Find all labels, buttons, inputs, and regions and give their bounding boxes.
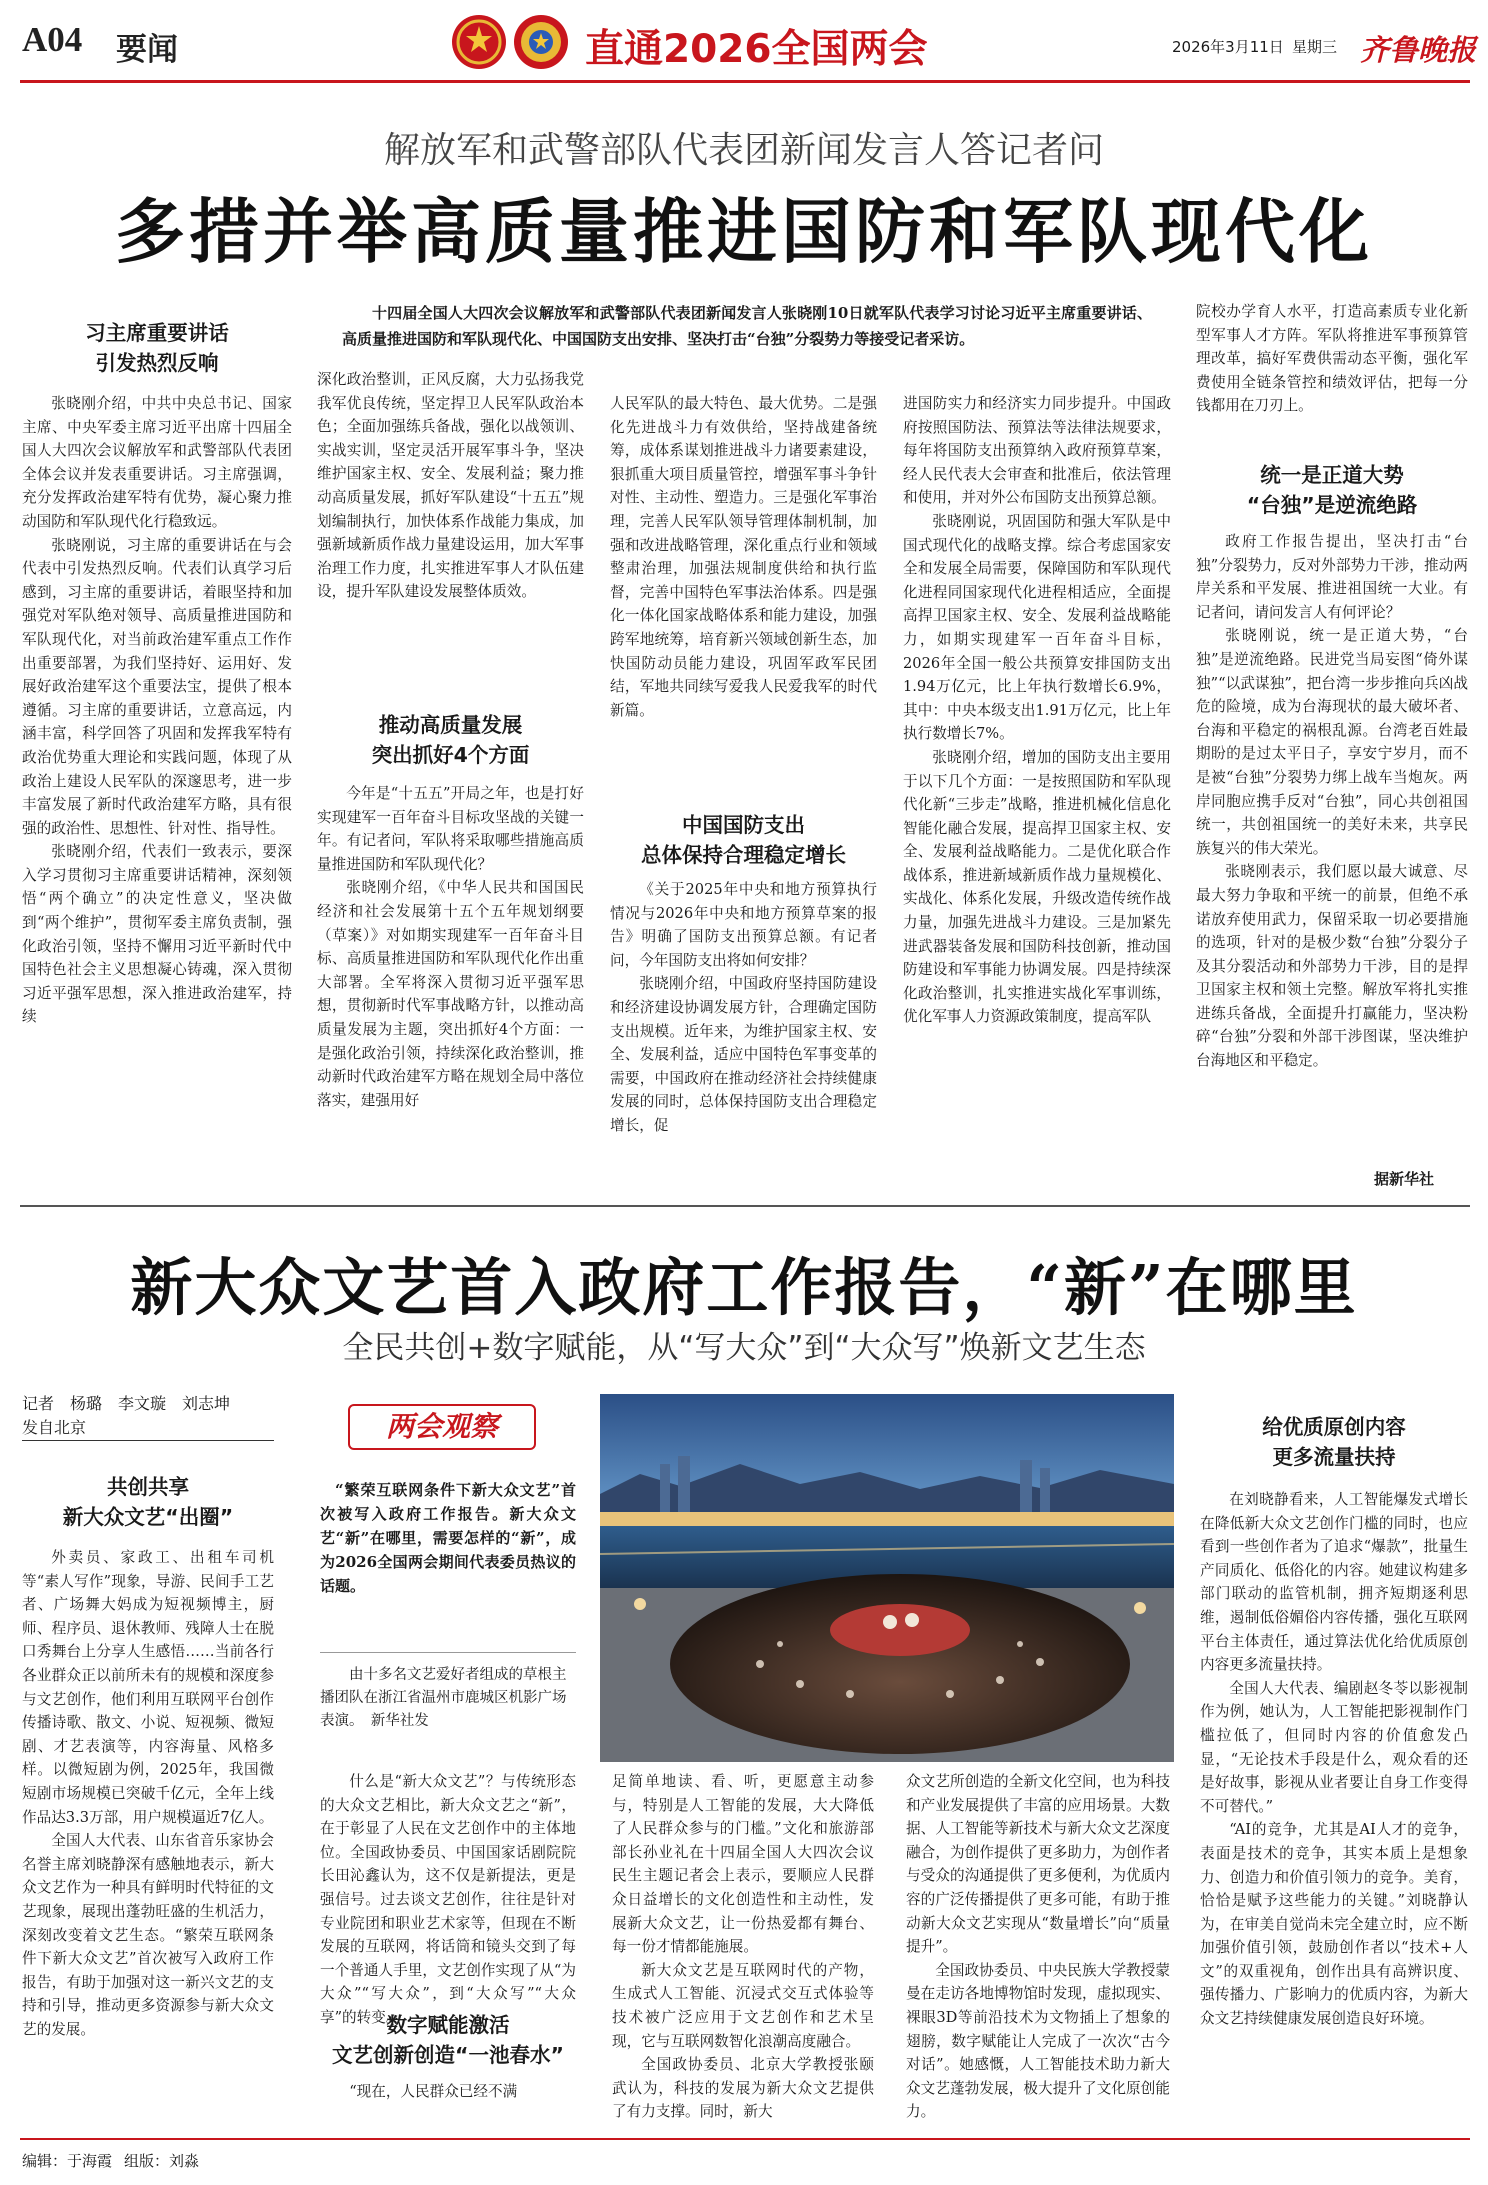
- story2-col3: [612, 1770, 874, 2128]
- paragraph: 深化政治整训，正风反腐，大力弘扬我党我军优良传统，坚定捍卫人民军队政治本色；全面加强练兵备战，强化以战领训、实战实训，坚定灵活开展军事斗争，坚决维护国家主权、安全、发展利益；聚力推动高质量发展，抓好军队建设“十五五”规划编制执行，加快体系作战能力集成，加强新域新质作战力量建设运用，加大军事治理工作力度，扎实推进军事人才队伍建设，提升军队建设发展整体质效。: [317, 371, 584, 601]
- story2-intro: “繁荣互联网条件下新大众文艺”首次被写入政府工作报告。新大众文艺“新”在哪里，需要怎样的“新”，成为2026全国两会期间代表委员热议的话题。: [320, 1481, 576, 1595]
- intro-rule: [320, 1652, 576, 1653]
- paragraph: 张晓刚介绍，《中华人民共和国国民经济和社会发展第十五个五年规划纲要（草案）》对如期实现建军一百年奋斗目标、高质量推进国防和军队现代化作出重大部署。全军将深入贯彻习近平强军思想，贯彻新时代军事战略方针，以推动高质量发展为主题，突出抓好4个方面：一是强化政治引领，持续深化政治整训，推动新时代政治建军方略在规划全局中落位落实，建强用好: [317, 879, 584, 1109]
- paragraph: 进国防实力和经济实力同步提升。中国政府按照国防法、预算法等法律法规要求，每年将国防支出预算纳入政府预算草案，经人民代表大会审查和批准后，依法管理和使用，并对外公布国防支出预算总额。: [903, 395, 1171, 507]
- section-label: 要闻: [116, 32, 178, 68]
- national-emblem-icon: [450, 13, 508, 71]
- masthead: [0, 0, 1488, 86]
- paragraph: 今年是“十五五”开局之年，也是打好实现建军一百年奋斗目标攻坚战的关键一年。有记者问，军队将采取哪些措施高质量推进国防和军队现代化？: [317, 785, 584, 873]
- story2-headline: 新大众文艺首入政府工作报告，“新”在哪里: [130, 1251, 1358, 1324]
- paragraph: 张晓刚介绍，增加的国防支出主要用于以下几个方面：一是按照国防和军队现代化新“三步走”战略，推进机械化信息化智能化融合发展，提高捍卫国家主权、安全、发展利益战略能力。二是优化联合作战体系，推进新域新质作战力量规模化、实战化、体系化发展，升级改造传统作战力量，加强先进战斗力建设。三是加紧先进武器装备发展和国防科技创新，推动国防建设和军事能力协调发展。四是持续深化政治整训，扎实推进实战化军事训练，优化军事人力资源政策制度，提高军队: [903, 748, 1171, 1026]
- story1-col2: [317, 368, 584, 696]
- story2-col2b: [320, 2080, 576, 2128]
- story2-sub2: [320, 2010, 576, 2070]
- byline-reporters: 记者 杨璐 李文璇 刘志坤: [22, 1394, 231, 1413]
- photo-caption: 由十多名文艺爱好者组成的草根主播团队在浙江省温州市鹿城区机影广场表演。 新华社发: [320, 1667, 567, 1729]
- paragraph: “现在，人民群众已经不满: [349, 2083, 518, 2100]
- story1-sub2: [317, 710, 584, 770]
- story1-sub3-line1: 中国国防支出: [682, 813, 805, 837]
- byline-dateline: 发自北京: [22, 1416, 274, 1441]
- footer-layout: 组版：刘淼: [124, 2152, 200, 2170]
- story2-sub3-line2: 更多流量扶持: [1272, 1445, 1396, 1469]
- paragraph: 张晓刚介绍，代表们一致表示，要深入学习贯彻习主席重要讲话精神，深刻领悟“两个确立”的决定性意义，坚决做到“两个维护”，贯彻军委主席负责制，强化政治引领，坚持不懈用习近平新时代中国特色社会主义思想凝心铸魂，深入贯彻习近平强军思想，深入推进政治建军，持续: [22, 843, 292, 1026]
- story1-sub4-line1: 统一是正道大势: [1260, 463, 1404, 487]
- paper-logo: 齐鲁晚报: [1360, 33, 1477, 67]
- paragraph: 张晓刚说，巩固国防和强大军队是中国式现代化的战略支撑。综合考虑国家安全和发展全局需要，保障国防和军队现代化进程同国家现代化进程相适应，全面提高捍卫国家主权、安全、发展利益战略能力，如期实现建军一百年奋斗目标，2026年全国一般公共预算安排国防支出1.94万亿元，比上年执行数增长6.9%，其中：中央本级支出1.91万亿元，比上年执行数增长7%。: [903, 512, 1171, 743]
- paragraph: 张晓刚介绍，中共中央总书记、国家主席、中央军委主席习近平出席十四届全国人大四次会议解放军和武警部队代表团全体会议并发表重要讲话。习主席强调，充分发挥政治建军特有优势，凝心聚力推动国防和军队现代化行稳致远。: [22, 395, 292, 530]
- story2-col5: [1200, 1488, 1468, 2128]
- concert-photo: [600, 1394, 1174, 1762]
- story1-sub3: [610, 810, 877, 870]
- paragraph: 在刘晓静看来，人工智能爆发式增长在降低新大众文艺创作门槛的同时，也应看到一些创作者为了追求“爆款”，批量生产同质化、低俗化的内容。她建议构建多部门联动的监管机制，拥齐短期逐利思维，遏制低俗媚俗内容传播，强化互联网平台主体责任，通过算法优化给优质原创内容更多流量扶持。: [1200, 1491, 1468, 1674]
- story2-sub1: [22, 1472, 274, 1532]
- paragraph: 政府工作报告提出，坚决打击“台独”分裂势力，反对外部势力干涉，推动两岸关系和平发展、推进祖国统一大业。有记者问，请问发言人有何评论？: [1196, 533, 1468, 621]
- story1-sub1: [22, 318, 292, 378]
- paragraph: 众文艺所创造的全新文化空间，也为科技和产业发展提供了丰富的应用场景。大数据、人工智能等新技术与新大众文艺深度融合，为创作提供了更多助力，为创作者与受众的沟通提供了更多便利，为优质内容的广泛传播提供了更多可能，有助于推动新大众文艺实现从“数量增长”向“质量提升”。: [906, 1773, 1170, 1956]
- story1-sub2-line1: 推动高质量发展: [378, 713, 523, 737]
- paragraph: 《关于2025年中央和地方预算执行情况与2026年中央和地方预算草案的报告》明确了国防支出预算总额。有记者问，今年国防支出将如何安排？: [610, 881, 877, 969]
- story2-col4: [906, 1770, 1170, 2128]
- paragraph: “AI的竞争，尤其是AI人才的竞争，表面是技术的竞争，其实本质上是想象力、创造力和价值引领力的竞争。美育，恰恰是赋予这些能力的关键。”刘晓静认为，在审美自觉尚未完全建立时，应不断加强价值引领，鼓励创作者以“技术+人文”的双重视角，创作出具有高辨识度、强传播力、广影响力的优质内容，为新大众文艺持续健康发展创造良好环境。: [1200, 1821, 1468, 2028]
- story2-sub2-line1: 数字赋能激活: [386, 2013, 510, 2037]
- page-number: A04: [22, 20, 83, 59]
- story1-col3: [610, 392, 877, 796]
- story1-col1: [22, 392, 292, 1192]
- story1-sub4: [1196, 460, 1468, 520]
- cppcc-emblem-icon: [512, 13, 570, 71]
- banner-title: 直通2026全国两会: [585, 27, 928, 72]
- lianghui-badge: [348, 1404, 536, 1450]
- story2-sub3: [1200, 1412, 1468, 1472]
- masthead-rule: [20, 80, 1470, 83]
- story2-sub1-line1: 共创共享: [107, 1475, 189, 1499]
- story2-sub3-line1: 给优质原创内容: [1262, 1415, 1406, 1439]
- story1-headline: 多措并举高质量推进国防和军队现代化: [115, 190, 1373, 273]
- story2-byline: [22, 1392, 274, 1441]
- paragraph: 张晓刚说，习主席的重要讲话在与会代表中引发热烈反响。代表们认真学习后感到，习主席的重要讲话，着眼坚持和加强党对军队绝对领导、高质量推进国防和军队现代化，对当前政治建军重点工作作出重要部署，为我们坚持好、运用好、发展好政治建军这个重要法宝，提供了根本遵循。习主席的重要讲话，立意高远，内涵丰富，科学回答了巩固和发挥我军特有政治优势重大理论和实践问题，体现了从政治上建设人民军队的深邃思考，进一步丰富发展了新时代政治建军方略，具有很强的政治性、思想性、针对性、指导性。: [22, 536, 292, 837]
- story2-sub1-line2: 新大众文艺“出圈”: [62, 1505, 234, 1529]
- paragraph: 院校办学育人水平，打造高素质专业化新型军事人才方阵。军队将推进军事预算管理改革，搞好军费供需动态平衡，强化军费使用全链条管控和绩效评估，把每一分钱都用在刀刃上。: [1196, 303, 1468, 415]
- story1-col2b: [317, 782, 584, 1192]
- story2-deck: 全民共创+数字赋能，从“写大众”到“大众写”焕新文艺生态: [342, 1330, 1146, 1366]
- story1-sub1-line2: 引发热烈反响: [95, 351, 219, 375]
- story-divider: [20, 1205, 1470, 1207]
- story1-col5: [1196, 300, 1468, 450]
- footer-rule: [20, 2138, 1470, 2140]
- story1-sub1-line1: 习主席重要讲话: [85, 321, 229, 345]
- paragraph: 张晓刚说，统一是正道大势，“台独”是逆流绝路。民进党当局妄图“倚外谋独”“以武谋独”，把台湾一步步推向兵凶战危的险境，成为台海现状的最大破坏者、台海和平稳定的祸根乱源。台湾老百姓最期盼的是过太平日子，享安宁岁月，而不是被“台独”分裂势力绑上战车当炮灰。两岸同胞应携手反对“台独”，同心共创祖国统一，共创祖国统一的美好未来，共享民族复兴的伟大荣光。: [1196, 627, 1468, 857]
- story1-kicker: 解放军和武警部队代表团新闻发言人答记者问: [383, 130, 1104, 171]
- paragraph: 足简单地读、看、听，更愿意主动参与，特别是人工智能的发展，大大降低了人民群众参与的门槛。”文化和旅游部部长孙业礼在十四届全国人大四次会议民生主题记者会上表示，要顺应人民群众日益增长的文化创造性和主动性，发展新大众文艺，让一份热爱都有舞台、每一份才情都能施展。: [612, 1773, 874, 1956]
- issue-weekday: 星期三: [1292, 38, 1338, 56]
- story1-col5b: [1196, 530, 1468, 1168]
- paragraph: 全国政协委员、北京大学教授张颐武认为，科技的发展为新大众文艺提供了有力支撑。同时，新大: [612, 2056, 874, 2121]
- lianghui-badge-text: 两会观察: [385, 1410, 498, 1443]
- paragraph: 全国政协委员、中央民族大学教授蒙曼在走访各地博物馆时发现，虚拟现实、裸眼3D等前沿技术为文物插上了想象的翅膀，数字赋能让人完成了一次次“古今对话”。她感慨，人工智能技术助力新大众文艺蓬勃发展，极大提升了文化原创能力。: [906, 1961, 1170, 2121]
- story1-sub4-line2: “台独”是逆流绝路: [1246, 493, 1418, 517]
- paragraph: 全国人大代表、山东省音乐家协会名誉主席刘晓静深有感触地表示，新大众文艺作为一种具有鲜明时代特征的文艺现象，展现出蓬勃旺盛的生机活力，深刻改变着文艺生态。“繁荣互联网条件下新大众文艺”首次被写入政府工作报告，有助于加强对这一新兴文艺的支持和引导，推动更多资源参与新大众文艺的发展。: [22, 1832, 274, 2038]
- paragraph: 新大众文艺是互联网时代的产物，生成式人工智能、沉浸式交互式体验等技术被广泛应用于文艺创作和艺术呈现，它与互联网数智化浪潮高度融合。: [612, 1961, 874, 2050]
- story1-col4: [903, 392, 1171, 1192]
- paragraph: 外卖员、家政工、出租车司机等“素人写作”现象，导游、民间手工艺者、广场舞大妈成为短视频博主，厨师、程序员、退休教师、残障人士在脱口秀舞台上分享人生感悟……当前各行各业群众正以前所未有的规模和深度参与文艺创作，他们利用互联网平台创作传播诗歌、散文、小说、短视频、微短剧、才艺表演等，内容海量、风格多样。以微短剧为例，2025年，我国微短剧市场规模已突破千亿元，全年上线作品达3.3万部，用户规模逼近7亿人。: [22, 1549, 274, 1826]
- paragraph: 什么是“新大众文艺”？与传统形态的大众文艺相比，新大众文艺之“新”，在于彰显了人民在文艺创作中的主体地位。全国政协委员、中国国家话剧院院长田沁鑫认为，这不仅是新提法，更是强信号。过去谈文艺创作，往往是针对专业院团和职业艺术家等，但现在不断发展的互联网，将话筒和镜头交到了每一个普通人手里，文艺创作实现了从“为大众”“写大众”，到“大众写”“大众享”的转变。: [320, 1773, 576, 2026]
- story1-sub2-line2: 突出抓好4个方面: [371, 743, 530, 767]
- paragraph: 张晓刚表示，我们愿以最大诚意、尽最大努力争取和平统一的前景，但绝不承诺放弃使用武力，保留采取一切必要措施的选项，针对的是极少数“台独”分裂分子及其分裂活动和外部势力干涉，目的是捍卫国家主权和领土完整。解放军将扎实推进练兵备战，全面提升打赢能力，坚决粉碎“台独”分裂和外部干涉图谋，坚决维护台海地区和平稳定。: [1196, 863, 1468, 1070]
- story1-credit: 据新华社: [1374, 1170, 1435, 1188]
- story1-sub3-line2: 总体保持合理稳定增长: [641, 843, 846, 867]
- paragraph: 张晓刚介绍，中国政府坚持国防建设和经济建设协调发展方针，合理确定国防支出规模。近年来，为维护国家主权、安全、发展利益，适应中国特色军事变革的需要，中国政府在推动经济社会持续健康发展的同时，总体保持国防支出合理稳定增长，促: [610, 975, 877, 1134]
- story1-lead: 十四届全国人大四次会议解放军和武警部队代表团新闻发言人张晓刚10日就军队代表学习讨论习近平主席重要讲话、高质量推进国防和军队现代化、中国国防支出安排、坚决打击“台独”分裂势力等接受记者采访。: [342, 304, 1152, 348]
- paragraph: 人民军队的最大特色、最大优势。二是强化先进战斗力有效供给，坚持战建备统筹，成体系谋划推进战斗力诸要素建设，狠抓重大项目质量管控，增强军事斗争针对性、主动性、塑造力。三是强化军事治理，完善人民军队领导管理体制机制，加强和改进战略管理，深化重点行业和领域整肃治理，加强法规制度供给和执行监督，完善中国特色军事法治体系。四是强化一体化国家战略体系和能力建设，加强跨军地统筹，培育新兴领域创新生态，加快国防动员能力建设，巩固军政军民团结，军地共同续写爱我人民爱我军的时代新篇。: [610, 395, 877, 719]
- story2-col1: [22, 1546, 274, 2128]
- paragraph: 全国人大代表、编剧赵冬苓以影视制作为例，她认为，人工智能把影视制作门槛拉低了，但同时内容的价值愈发凸显，“无论技术手段是什么，观众看的还是好故事，影视从业者要让自身工作变得不可替代。”: [1200, 1679, 1468, 1815]
- issue-date: 2026年3月11日: [1172, 38, 1284, 56]
- footer-editor: 编辑：于海霞: [22, 2152, 113, 2170]
- story2-sub2-line2: 文艺创新创造“一池春水”: [332, 2043, 564, 2067]
- story1-col3b: [610, 878, 877, 1192]
